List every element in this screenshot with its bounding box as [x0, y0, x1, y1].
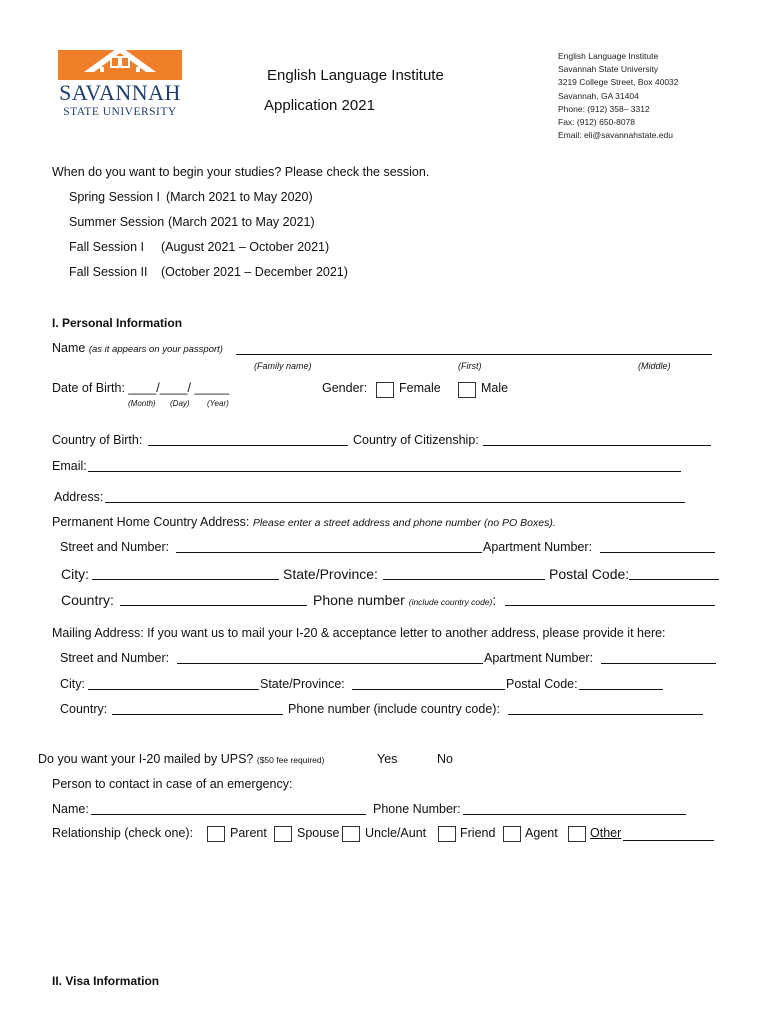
perm-phone-label: Phone number (include country code):: [313, 592, 497, 608]
section-heading-personal: I. Personal Information: [52, 316, 183, 330]
contact-line: Savannah State University: [558, 64, 659, 75]
gender-male-label: Male: [481, 381, 509, 395]
session-name: Summer Session: [69, 215, 165, 229]
session-dates: (October 2021 – December 2021): [161, 265, 348, 279]
emergency-name-label: Name:: [52, 802, 89, 816]
relationship-other-checkbox[interactable]: [568, 826, 586, 842]
contact-line: Phone: (912) 358– 3312: [558, 103, 650, 114]
logo-subtitle: STATE UNIVERSITY: [63, 106, 177, 118]
perm-postal-field[interactable]: [629, 579, 719, 580]
relationship-friend-label: Friend: [460, 826, 496, 840]
session-option-fall-1[interactable]: [69, 240, 144, 254]
session-name: Fall Session I: [69, 240, 145, 254]
session-name: Fall Session II: [69, 265, 148, 279]
mailing-address-label: Mailing Address: If you want us to mail your I-20 & acceptance letter to another address, please provide it here:: [52, 626, 666, 640]
first-name-hint: (First): [458, 361, 482, 371]
relationship-spouse-checkbox[interactable]: [274, 826, 292, 842]
relationship-agent-checkbox[interactable]: [503, 826, 521, 842]
gender-label: Gender:: [322, 381, 368, 395]
perm-street-label: Street and Number:: [60, 540, 170, 554]
perm-country-field[interactable]: [120, 605, 307, 606]
contact-line: Fax: (912) 650-8078: [558, 117, 636, 128]
mail-postal-label: Postal Code:: [506, 677, 578, 691]
mail-apartment-label: Apartment Number:: [484, 651, 594, 665]
contact-block: [558, 50, 679, 142]
gender-male-checkbox[interactable]: [458, 382, 476, 398]
country-of-birth-label: Country of Birth:: [52, 433, 143, 447]
ups-no-option[interactable]: No: [437, 752, 453, 766]
gender-female-label: Female: [399, 381, 441, 395]
relationship-other-field[interactable]: [623, 840, 714, 841]
email-label: Email:: [52, 459, 87, 473]
perm-country-label: Country:: [61, 592, 114, 608]
mail-postal-field[interactable]: [579, 689, 663, 690]
dob-year-hint: (Year): [207, 399, 229, 408]
ups-yes-option[interactable]: Yes: [377, 752, 398, 766]
session-question: When do you want to begin your studies? Please check the session.: [52, 165, 430, 179]
mail-state-field[interactable]: [352, 689, 505, 690]
name-field[interactable]: [236, 354, 712, 355]
contact-line: Savannah, GA 31404: [558, 90, 639, 101]
building-logo-icon: [54, 42, 186, 80]
permanent-address-note: Please enter a street address and phone number (no PO Boxes).: [252, 517, 556, 529]
contact-line: 3219 College Street, Box 40032: [558, 77, 679, 88]
country-of-citizenship-field[interactable]: [483, 445, 711, 446]
middle-name-hint: (Middle): [638, 361, 671, 371]
emergency-phone-field[interactable]: [463, 814, 686, 815]
country-of-birth-field[interactable]: [148, 445, 348, 446]
name-note: (as it appears on your passport): [88, 344, 223, 355]
relationship-other-label: Other: [590, 826, 622, 840]
university-logo: [54, 42, 186, 124]
contact-line: English Language Institute: [558, 51, 659, 61]
ups-question: Do you want your I-20 mailed by UPS? ($50 fee required): [38, 752, 325, 766]
form-title: English Language Institute: [267, 67, 444, 84]
session-dates: (March 2021 to May 2020): [166, 190, 313, 204]
country-of-citizenship-label: Country of Citizenship:: [353, 433, 479, 447]
mail-street-field[interactable]: [177, 663, 483, 664]
perm-state-field[interactable]: [383, 579, 545, 580]
session-option-spring[interactable]: [69, 190, 160, 204]
mail-apartment-field[interactable]: [601, 663, 716, 664]
mail-street-label: Street and Number:: [60, 651, 170, 665]
session-dates: (March 2021 to May 2021): [168, 215, 315, 229]
dob-month-hint: (Month): [128, 399, 156, 408]
mail-city-field[interactable]: [88, 689, 259, 690]
relationship-friend-checkbox[interactable]: [438, 826, 456, 842]
date-of-birth-field[interactable]: Date of Birth: ____/____/ _____: [52, 381, 230, 395]
relationship-spouse-label: Spouse: [297, 826, 340, 840]
relationship-uncle-aunt-checkbox[interactable]: [342, 826, 360, 842]
mail-state-label: State/Province:: [260, 677, 345, 691]
relationship-parent-checkbox[interactable]: [207, 826, 225, 842]
form-subtitle: Application 2021: [264, 97, 375, 114]
email-field[interactable]: [88, 471, 681, 472]
address-field[interactable]: [105, 502, 685, 503]
section-heading-visa: II. Visa Information: [52, 974, 160, 988]
family-name-hint: (Family name): [254, 361, 312, 371]
ups-fee-note: ($50 fee required): [256, 755, 325, 765]
emergency-contact-label: Person to contact in case of an emergency:: [52, 777, 293, 791]
session-dates: (August 2021 – October 2021): [161, 240, 330, 254]
session-option-summer[interactable]: [69, 215, 164, 229]
permanent-address-label: Permanent Home Country Address: Please enter a street address and phone number (no PO Boxes).: [52, 515, 556, 529]
relationship-uncle-aunt-label: Uncle/Aunt: [365, 826, 427, 840]
session-name: Spring Session I: [69, 190, 161, 204]
address-label: Address:: [54, 490, 104, 504]
perm-street-field[interactable]: [176, 552, 482, 553]
relationship-agent-label: Agent: [525, 826, 558, 840]
perm-postal-label: Postal Code:: [549, 566, 630, 582]
mail-phone-field[interactable]: [508, 714, 703, 715]
logo-wordmark: SAVANNAH: [59, 80, 181, 105]
gender-female-checkbox[interactable]: [376, 382, 394, 398]
perm-apartment-field[interactable]: [600, 552, 715, 553]
phone-note: (include country code): [408, 597, 493, 607]
perm-city-label: City:: [61, 566, 89, 582]
session-option-fall-2[interactable]: [69, 265, 148, 279]
relationship-parent-label: Parent: [230, 826, 267, 840]
perm-apartment-label: Apartment Number:: [483, 540, 593, 554]
mail-country-field[interactable]: [112, 714, 283, 715]
name-label: Name (as it appears on your passport): [52, 341, 223, 355]
perm-state-label: State/Province:: [283, 566, 378, 582]
mail-city-label: City:: [60, 677, 85, 691]
perm-city-field[interactable]: [92, 579, 279, 580]
relationship-label: Relationship (check one):: [52, 826, 194, 840]
contact-email: Email: eli@savannahstate.edu: [558, 130, 673, 141]
perm-phone-field[interactable]: [505, 605, 715, 606]
emergency-name-field[interactable]: [91, 814, 366, 815]
mail-phone-label: Phone number (include country code):: [288, 702, 500, 716]
mail-country-label: Country:: [60, 702, 108, 716]
emergency-phone-label: Phone Number:: [373, 802, 461, 816]
dob-day-hint: (Day): [170, 399, 190, 408]
